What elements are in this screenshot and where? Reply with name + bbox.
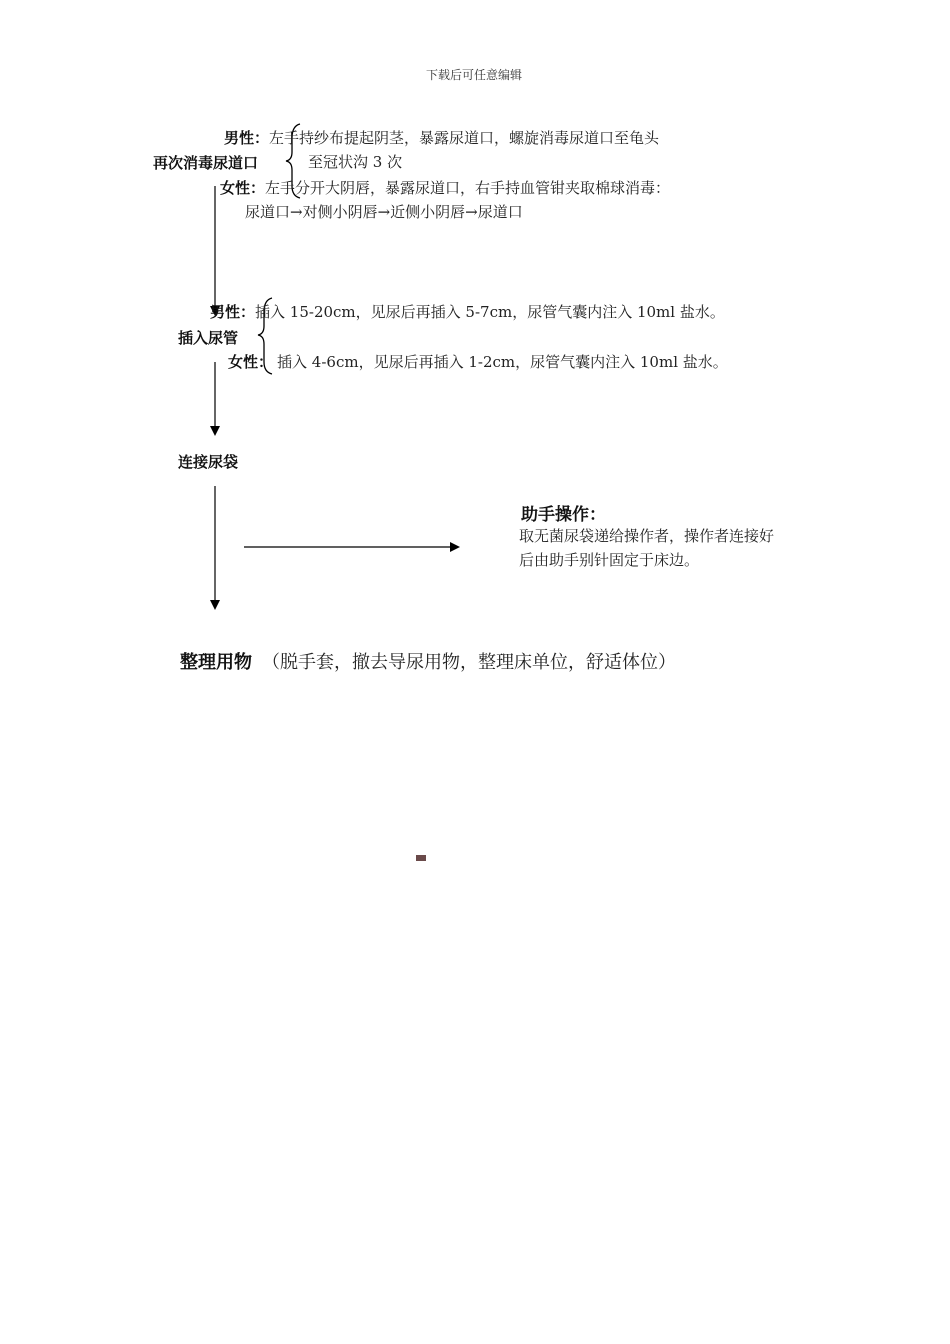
disinfect-male-label: 男性： [224,129,270,147]
insert-male-text: 插入 15-20cm，见尿后再插入 5-7cm，尿管气囊内注入 10ml 盐水。 [255,303,725,321]
insert-female-text: 插入 4-6cm，见尿后再插入 1-2cm，尿管气囊内注入 10ml 盐水。 [277,353,728,371]
insert-female-row [228,351,728,372]
insert-male-label: 男性： [210,303,256,321]
disinfect-female-line1: 左手分开大阴唇，暴露尿道口，右手持血管钳夹取棉球消毒： [265,179,671,197]
step-connect-label: 连接尿袋 [178,453,239,471]
disinfect-female-label: 女性： [220,179,266,197]
step-insert-label: 插入尿管 [178,329,239,347]
assistant-line1: 取无菌尿袋递给操作者，操作者连接好 [519,527,775,545]
small-image-mark [416,855,426,861]
tidy-text: （脱手套，撤去导尿用物，整理床单位，舒适体位） [262,652,676,673]
tidy-row [180,648,676,674]
assistant-line2: 后由助手别针固定于床边。 [519,551,700,569]
page-header: 下载后可任意编辑 [426,68,523,82]
disinfect-male-line2: 至冠状沟 3 次 [308,153,403,171]
insert-male-row [210,301,725,322]
assistant-title: 助手操作： [521,505,606,525]
disinfect-male-line1: 左手持纱布提起阴茎，暴露尿道口，螺旋消毒尿道口至龟头 [269,129,660,147]
step-tidy-label: 整理用物 [180,652,252,673]
step-disinfect-label: 再次消毒尿道口 [153,154,259,172]
disinfect-male-row [224,127,659,148]
disinfect-female-row [220,177,670,198]
disinfect-female-line2: 尿道口→对侧小阴唇→近侧小阴唇→尿道口 [245,203,523,221]
insert-female-label: 女性： [228,353,274,371]
